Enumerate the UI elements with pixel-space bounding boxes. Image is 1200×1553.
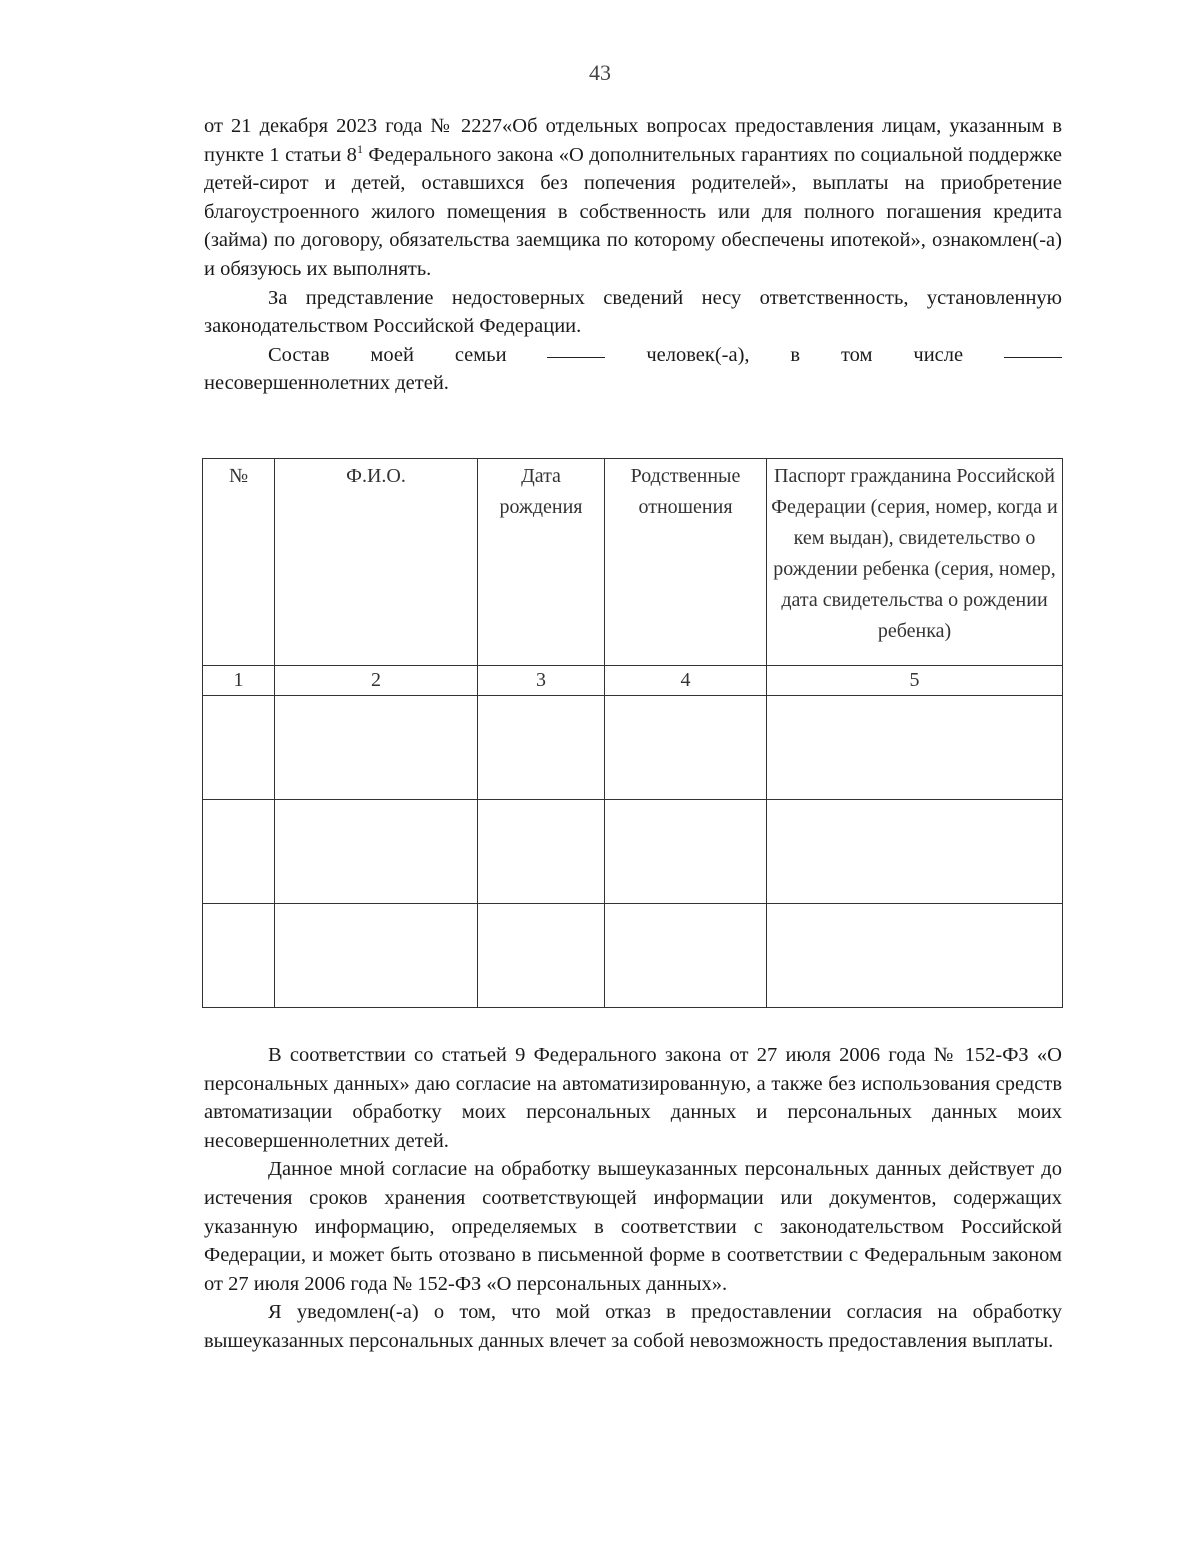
family-members-table	[202, 458, 1063, 1008]
family-word-5: в	[790, 343, 801, 366]
consent-paragraph: В соответствии со статьей 9 Федерального закона от 27 июля 2006 года № 152-ФЗ «О персональных данных» даю согласие на автоматизированную, а также без использования средств автоматизации обработку моих персональных данных и персональных данных моих несовершеннолетних детей.	[204, 1044, 1062, 1152]
column-number: 3	[478, 665, 605, 696]
column-number: 1	[203, 665, 275, 696]
header-number: №	[203, 459, 275, 666]
table-cell[interactable]	[605, 800, 767, 904]
column-number-row	[203, 665, 1063, 696]
table-cell[interactable]	[767, 904, 1063, 1008]
family-word-3: семьи	[454, 343, 507, 366]
table-cell[interactable]	[275, 800, 478, 904]
table-cell[interactable]	[605, 696, 767, 800]
table-cell[interactable]	[478, 904, 605, 1008]
table-cell[interactable]	[203, 904, 275, 1008]
intro-rest: гарантиях по социальной поддержке детей-сирот и детей, оставшихся без попечения родителей», выплаты на приобретение благоустроенного жилого помещения в собственность или для полного погашения кредита (займа) по договору, обязательства заемщика по которому обеспечены ипотекой», ознакомлен(-а) и обязуюсь их выполнять.	[204, 143, 1063, 280]
table-cell[interactable]	[605, 904, 767, 1008]
table-cell[interactable]	[767, 800, 1063, 904]
header-birth-date: Дата рождения	[478, 459, 605, 666]
family-size-blank[interactable]	[547, 341, 605, 358]
family-word-1: Состав	[268, 343, 330, 366]
family-word-4: человек(-а),	[646, 343, 750, 366]
table-cell[interactable]	[478, 696, 605, 800]
table-cell[interactable]	[203, 800, 275, 904]
article-superscript: 1	[356, 141, 363, 156]
family-composition-line	[204, 341, 1062, 370]
validity-paragraph: Данное мной согласие на обработку вышеуказанных персональных данных действует до истечения сроков хранения соответствующей информации или документов, содержащих указанную информацию, определяемых в соответствии с законодательством Российской Федерации, и может быть отозвано в письменной форме в соответствии с Федеральным законом от 27 июля 2006 года № 152-ФЗ «О персональных данных».	[204, 1158, 1062, 1295]
family-composition-tail: несовершеннолетних детей.	[204, 372, 449, 395]
column-number: 5	[767, 665, 1063, 696]
refusal-paragraph: Я уведомлен(-а) о том, что мой отказ в предоставлении согласия на обработку вышеуказанных персональных данных влечет за собой невозможность предоставления выплаты.	[204, 1301, 1062, 1352]
family-word-2: моей	[370, 343, 414, 366]
table-header-row	[203, 459, 1063, 666]
column-number: 2	[275, 665, 478, 696]
document-text-top	[204, 112, 1062, 398]
minor-children-blank[interactable]	[1004, 341, 1062, 358]
page-number: 43	[589, 60, 611, 85]
responsibility-paragraph: За представление недостоверных сведений несу ответственность, установленную законодательством Российской Федерации.	[204, 286, 1062, 338]
table-cell[interactable]	[478, 800, 605, 904]
table-row	[203, 800, 1063, 904]
column-number: 4	[605, 665, 767, 696]
family-word-7: числе	[913, 343, 964, 366]
intro-line-2: указанным в пункте 1 статьи 8	[204, 115, 1063, 166]
header-relationship: Родственные отношения	[605, 459, 767, 666]
table-cell[interactable]	[203, 696, 275, 800]
header-document: Паспорт гражданина Российской Федерации (серия, номер, когда и кем выдан), свидетельство о рождении ребенка (серия, номер, дата свидетельства о рождении ребенка)	[767, 459, 1063, 666]
header-full-name: Ф.И.О.	[275, 459, 478, 666]
intro-paragraph	[204, 112, 1062, 284]
intro-line-2-end: Федерального закона «О дополнительных	[362, 143, 736, 166]
table-cell[interactable]	[767, 696, 1063, 800]
table-cell[interactable]	[275, 696, 478, 800]
document-text-bottom	[204, 1041, 1062, 1356]
table-row	[203, 696, 1063, 800]
table-cell[interactable]	[275, 904, 478, 1008]
family-word-6: том	[840, 343, 873, 366]
table-row	[203, 904, 1063, 1008]
intro-line-1: от 21 декабря 2023 года № 2227«Об отдельных вопросах предоставления лицам,	[204, 115, 942, 137]
